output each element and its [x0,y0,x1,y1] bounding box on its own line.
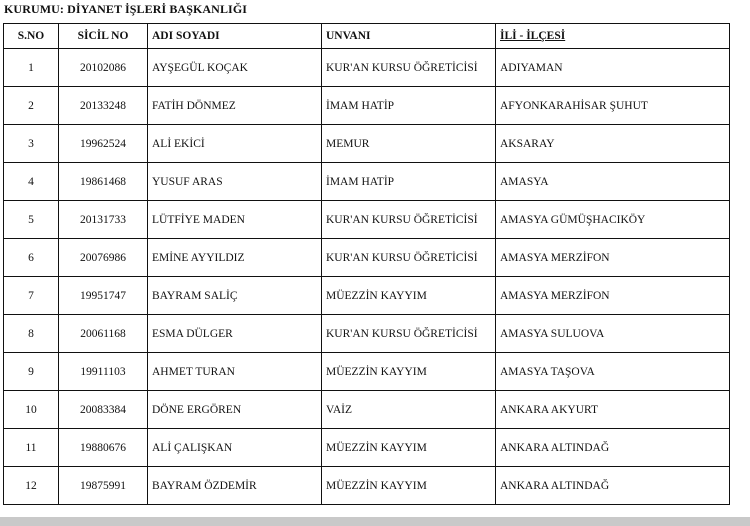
table-row [4,125,730,163]
cell-unvani: MÜEZZİN KAYYIM [322,429,496,467]
cell-unvani: KUR'AN KURSU ÖĞRETİCİSİ [322,315,496,353]
cell-sno: 8 [4,315,59,353]
cell-unvani: MEMUR [322,125,496,163]
cell-ili-ilcesi: ANKARA ALTINDAĞ [496,467,730,505]
cell-ili-ilcesi: AMASYA SULUOVA [496,315,730,353]
cell-sno: 6 [4,239,59,277]
personnel-table [3,23,730,505]
cell-sicil-no: 20133248 [59,87,148,125]
table-row [4,391,730,429]
cell-unvani: MÜEZZİN KAYYIM [322,467,496,505]
table-row [4,353,730,391]
cell-ili-ilcesi: ANKARA ALTINDAĞ [496,429,730,467]
cell-ili-ilcesi: AMASYA [496,163,730,201]
cell-unvani: İMAM HATİP [322,163,496,201]
cell-sicil-no: 20083384 [59,391,148,429]
cell-sicil-no: 19962524 [59,125,148,163]
cell-adi-soyadi: ESMA DÜLGER [148,315,322,353]
cell-sicil-no: 19875991 [59,467,148,505]
cell-ili-ilcesi: AMASYA GÜMÜŞHACIKÖY [496,201,730,239]
table-row [4,239,730,277]
cell-ili-ilcesi: ADIYAMAN [496,49,730,87]
table-row [4,277,730,315]
cell-adi-soyadi: ALİ EKİCİ [148,125,322,163]
table-row [4,163,730,201]
cell-sicil-no: 20076986 [59,239,148,277]
cell-adi-soyadi: BAYRAM ÖZDEMİR [148,467,322,505]
table-row [4,429,730,467]
cell-sicil-no: 20061168 [59,315,148,353]
cell-sicil-no: 19880676 [59,429,148,467]
table-row [4,315,730,353]
cell-unvani: MÜEZZİN KAYYIM [322,277,496,315]
table-row [4,467,730,505]
cell-adi-soyadi: LÜTFİYE MADEN [148,201,322,239]
header-unvani: UNVANI [322,24,496,49]
cell-adi-soyadi: EMİNE AYYILDIZ [148,239,322,277]
cell-unvani: KUR'AN KURSU ÖĞRETİCİSİ [322,201,496,239]
cell-unvani: KUR'AN KURSU ÖĞRETİCİSİ [322,49,496,87]
cell-adi-soyadi: YUSUF ARAS [148,163,322,201]
cell-ili-ilcesi: ANKARA AKYURT [496,391,730,429]
cell-sicil-no: 19911103 [59,353,148,391]
table-body [4,49,730,505]
table-header-row [4,24,730,49]
table-row [4,49,730,87]
cell-sno: 3 [4,125,59,163]
table-row [4,87,730,125]
cell-unvani: KUR'AN KURSU ÖĞRETİCİSİ [322,239,496,277]
cell-sno: 11 [4,429,59,467]
cell-sno: 2 [4,87,59,125]
cell-sno: 1 [4,49,59,87]
cell-ili-ilcesi: AMASYA MERZİFON [496,239,730,277]
cell-ili-ilcesi: AMASYA MERZİFON [496,277,730,315]
cell-sicil-no: 19861468 [59,163,148,201]
cell-sicil-no: 20131733 [59,201,148,239]
cell-ili-ilcesi: AFYONKARAHİSAR ŞUHUT [496,87,730,125]
cell-adi-soyadi: BAYRAM SALİÇ [148,277,322,315]
bottom-scroll-strip [0,517,750,526]
cell-sno: 9 [4,353,59,391]
cell-sno: 4 [4,163,59,201]
cell-adi-soyadi: DÖNE ERGÖREN [148,391,322,429]
table-row [4,201,730,239]
header-ili-ilcesi: İLİ - İLÇESİ [496,24,730,49]
cell-adi-soyadi: FATİH DÖNMEZ [148,87,322,125]
cell-ili-ilcesi: AMASYA TAŞOVA [496,353,730,391]
cell-adi-soyadi: AYŞEGÜL KOÇAK [148,49,322,87]
cell-sno: 10 [4,391,59,429]
cell-ili-ilcesi: AKSARAY [496,125,730,163]
cell-sno: 7 [4,277,59,315]
cell-adi-soyadi: ALİ ÇALIŞKAN [148,429,322,467]
document-heading: KURUMU: DİYANET İŞLERİ BAŞKANLIĞI [4,2,248,16]
cell-sicil-no: 20102086 [59,49,148,87]
cell-sno: 5 [4,201,59,239]
cell-unvani: MÜEZZİN KAYYIM [322,353,496,391]
header-adi-soyadi: ADI SOYADI [148,24,322,49]
header-sno: S.NO [4,24,59,49]
cell-unvani: İMAM HATİP [322,87,496,125]
header-sicil-no: SİCİL NO [59,24,148,49]
cell-sno: 12 [4,467,59,505]
cell-sicil-no: 19951747 [59,277,148,315]
cell-adi-soyadi: AHMET TURAN [148,353,322,391]
cell-unvani: VAİZ [322,391,496,429]
